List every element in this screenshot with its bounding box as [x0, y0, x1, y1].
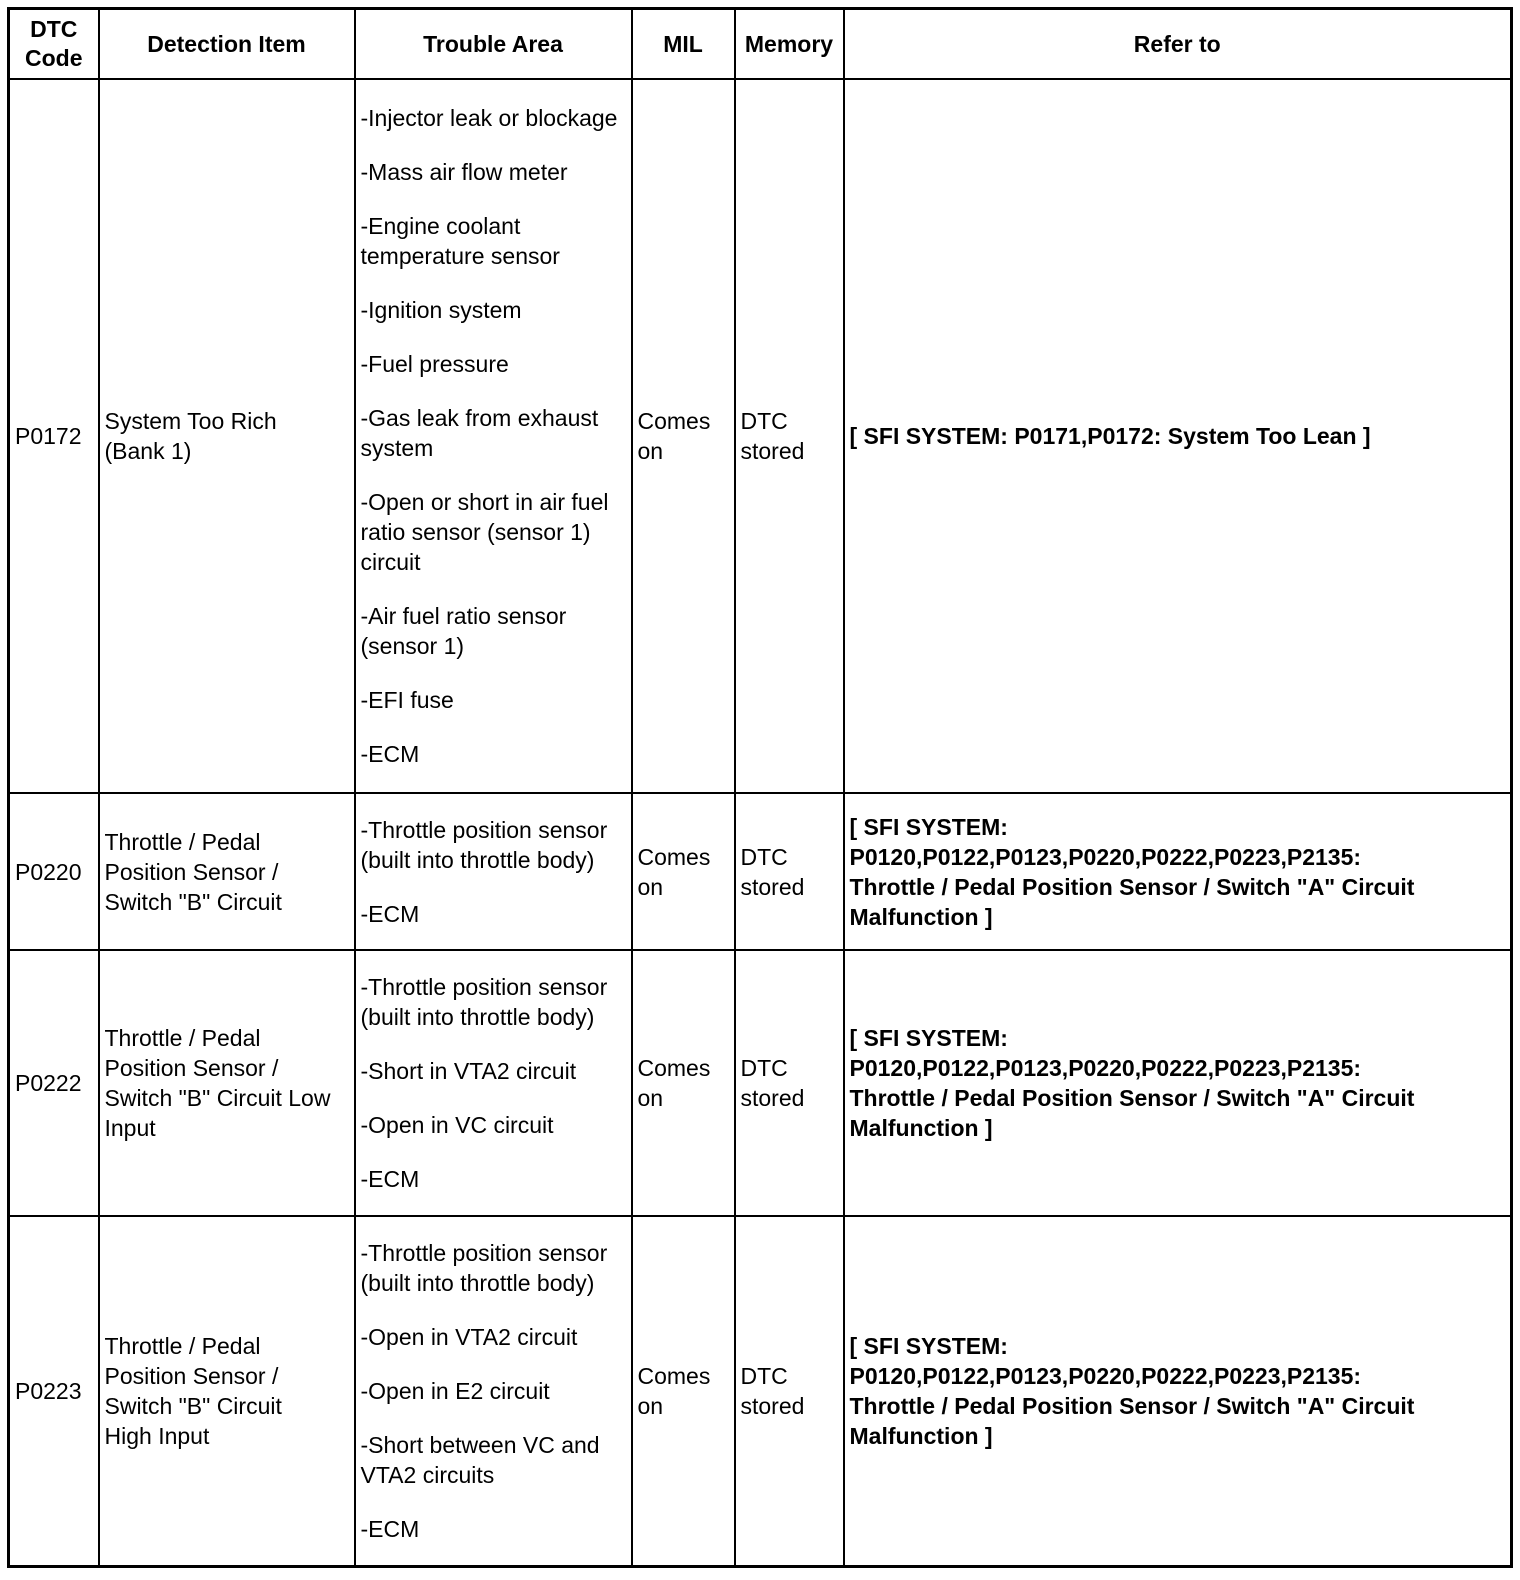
trouble-item: -Gas leak from exhaust system [360, 405, 599, 461]
trouble-item: -Injector leak or blockage [360, 105, 618, 131]
refer-link[interactable]: [ SFI SYSTEM: P0171,P0172: System Too Lean ] [849, 423, 1371, 449]
detection-item-cell [99, 1216, 355, 1566]
header-mil: MIL [632, 9, 735, 80]
refer-link[interactable]: [ SFI SYSTEM: [849, 813, 1008, 840]
detection-line: Throttle / Pedal [104, 1332, 261, 1359]
detection-line: Position Sensor / [104, 1362, 279, 1389]
detection-line: Position Sensor / [104, 858, 279, 885]
refer-link[interactable]: Malfunction ] [849, 1115, 993, 1141]
trouble-item: -Air fuel ratio sensor (sensor 1) [360, 603, 567, 659]
detection-line: Switch "B" Circuit [104, 888, 282, 915]
table-row [9, 793, 1512, 950]
refer-link[interactable]: Malfunction ] [849, 1422, 993, 1449]
trouble-item: -Throttle position sensor (built into throttle body) [360, 1239, 608, 1296]
mil-line: on [637, 1392, 664, 1419]
mil-line: on [637, 1085, 664, 1111]
detection-line: System Too Rich [104, 408, 277, 434]
dtc-code-cell: P0220 [9, 793, 99, 950]
memory-line: stored [740, 438, 805, 464]
dtc-table [7, 7, 1513, 1568]
detection-line: Input [104, 1115, 156, 1141]
trouble-item: -Engine coolant temperature sensor [360, 213, 560, 269]
header-row [9, 9, 1512, 80]
memory-line: DTC [740, 408, 788, 434]
memory-cell [735, 793, 844, 950]
dtc-code-cell: P0222 [9, 950, 99, 1216]
refer-to-cell [844, 793, 1512, 950]
memory-line: DTC [740, 1055, 788, 1081]
trouble-area-cell [355, 1216, 632, 1566]
mil-cell [632, 950, 735, 1216]
trouble-item: -Throttle position sensor (built into throttle body) [360, 974, 608, 1030]
refer-link[interactable]: [ SFI SYSTEM: [849, 1332, 1008, 1359]
refer-link[interactable]: Malfunction ] [849, 903, 993, 930]
trouble-item: -Open or short in air fuel ratio sensor (sensor 1) circuit [360, 489, 609, 575]
trouble-item: -Mass air flow meter [360, 159, 568, 185]
memory-cell [735, 79, 844, 793]
refer-link[interactable]: Throttle / Pedal Position Sensor / Switch "A" Circuit [849, 1392, 1415, 1419]
header-detection-item: Detection Item [99, 9, 355, 80]
memory-line: DTC [740, 1362, 788, 1389]
table-row [9, 1216, 1512, 1566]
trouble-item: -ECM [360, 900, 420, 927]
memory-line: stored [740, 1392, 805, 1419]
detection-line: Throttle / Pedal [104, 828, 261, 855]
mil-cell [632, 1216, 735, 1566]
trouble-item: -Open in VC circuit [360, 1112, 554, 1138]
mil-line: on [637, 873, 664, 900]
header-dtc-code-line: DTC [30, 16, 78, 42]
memory-line: stored [740, 873, 805, 900]
trouble-item: -Open in VTA2 circuit [360, 1323, 578, 1350]
trouble-item: -ECM [360, 1515, 420, 1542]
detection-item-cell [99, 793, 355, 950]
memory-line: DTC [740, 843, 788, 870]
detection-line: High Input [104, 1422, 210, 1449]
refer-link[interactable]: P0120,P0122,P0123,P0220,P0222,P0223,P2135: [849, 843, 1362, 870]
header-trouble-area: Trouble Area [355, 9, 632, 80]
trouble-item: -Ignition system [360, 297, 522, 323]
detection-line: Position Sensor / [104, 1055, 279, 1081]
trouble-area-cell [355, 950, 632, 1216]
trouble-item: -Fuel pressure [360, 351, 509, 377]
header-dtc-code-line: Code [25, 45, 83, 71]
detection-line: Throttle / Pedal [104, 1025, 261, 1051]
mil-line: on [637, 438, 664, 464]
refer-to-cell [844, 1216, 1512, 1566]
memory-line: stored [740, 1085, 805, 1111]
trouble-item: -Short in VTA2 circuit [360, 1058, 577, 1084]
trouble-item: -Open in E2 circuit [360, 1377, 550, 1404]
trouble-item: -ECM [360, 1166, 420, 1192]
memory-cell [735, 1216, 844, 1566]
memory-cell [735, 950, 844, 1216]
table-row [9, 950, 1512, 1216]
detection-item-cell [99, 950, 355, 1216]
trouble-item: -Throttle position sensor (built into throttle body) [360, 816, 608, 873]
trouble-item: -Short between VC and VTA2 circuits [360, 1431, 600, 1488]
detection-line: (Bank 1) [104, 438, 192, 464]
mil-line: Comes [637, 843, 711, 870]
detection-line: Switch "B" Circuit [104, 1392, 282, 1419]
refer-link[interactable]: Throttle / Pedal Position Sensor / Switch "A" Circuit [849, 1085, 1415, 1111]
mil-cell [632, 79, 735, 793]
refer-to-cell [844, 950, 1512, 1216]
header-memory: Memory [735, 9, 844, 80]
refer-link[interactable]: Throttle / Pedal Position Sensor / Switch "A" Circuit [849, 873, 1415, 900]
detection-item-cell [99, 79, 355, 793]
header-dtc-code [9, 9, 99, 80]
refer-to-cell [844, 79, 1512, 793]
refer-link[interactable]: P0120,P0122,P0123,P0220,P0222,P0223,P2135: [849, 1055, 1362, 1081]
mil-line: Comes [637, 1362, 711, 1389]
detection-line: Switch "B" Circuit Low [104, 1085, 331, 1111]
mil-cell [632, 793, 735, 950]
dtc-code-cell: P0172 [9, 79, 99, 793]
table-row [9, 79, 1512, 793]
trouble-item: -ECM [360, 741, 420, 767]
mil-line: Comes [637, 1055, 711, 1081]
header-refer-to: Refer to [844, 9, 1512, 80]
trouble-item: -EFI fuse [360, 687, 454, 713]
trouble-area-cell [355, 79, 632, 793]
refer-link[interactable]: [ SFI SYSTEM: [849, 1025, 1008, 1051]
trouble-area-cell [355, 793, 632, 950]
dtc-code-cell: P0223 [9, 1216, 99, 1566]
refer-link[interactable]: P0120,P0122,P0123,P0220,P0222,P0223,P2135: [849, 1362, 1362, 1389]
mil-line: Comes [637, 408, 711, 434]
